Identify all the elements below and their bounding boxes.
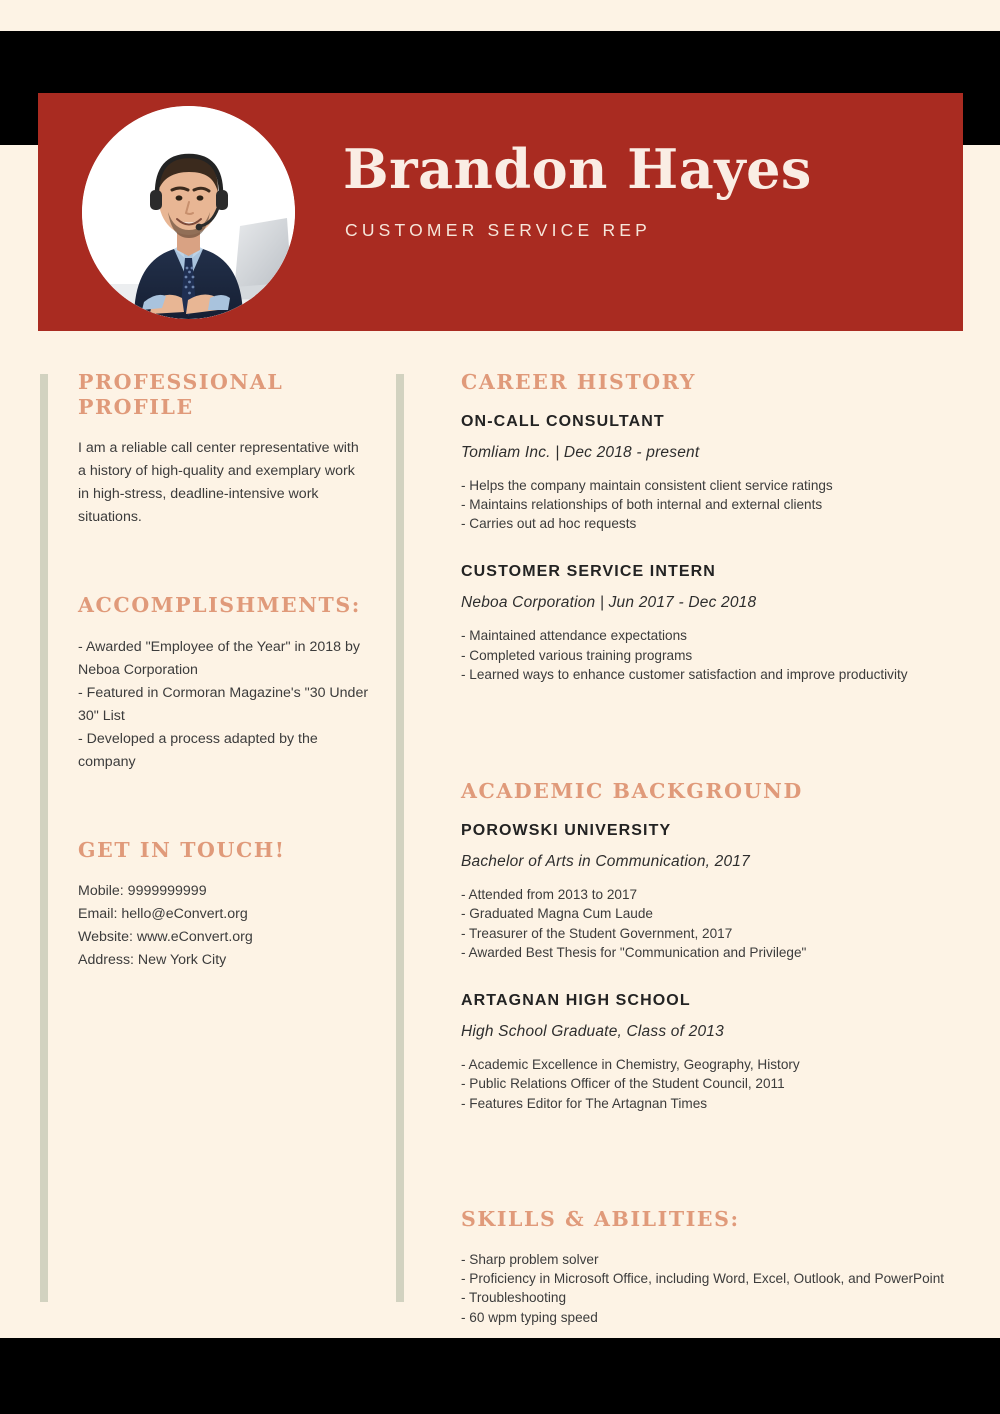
list-item: - Learned ways to enhance customer satisfaction and improve productivity bbox=[461, 667, 908, 683]
contact-address: Address: New York City bbox=[78, 952, 227, 969]
spacer bbox=[461, 722, 953, 779]
career-entry-bullets bbox=[461, 476, 953, 534]
academic-entry-title: POROWSKI UNIVERSITY bbox=[461, 821, 672, 839]
resume-header bbox=[38, 93, 963, 331]
skills-bullets bbox=[461, 1250, 953, 1327]
accomplishment-line: - Developed a process adapted by the bbox=[78, 730, 318, 747]
academic-entry bbox=[461, 992, 953, 1113]
profile-line: a history of high-quality and exemplary work bbox=[78, 463, 355, 480]
right-column-rule bbox=[396, 374, 404, 1302]
list-item: - Awarded Best Thesis for "Communication and Privilege" bbox=[461, 944, 807, 960]
list-item: - Carries out ad hoc requests bbox=[461, 516, 637, 532]
list-item: - 60 wpm typing speed bbox=[461, 1309, 598, 1325]
list-item: - Maintains relationships of both internal and external clients bbox=[461, 496, 823, 512]
page-title: Brandon Hayes bbox=[343, 137, 812, 201]
section-career-history bbox=[461, 370, 953, 684]
section-heading-skills-abilities: SKILLS & ABILITIES: bbox=[461, 1207, 740, 1232]
career-entry bbox=[461, 563, 953, 684]
list-item: - Academic Excellence in Chemistry, Geography, History bbox=[461, 1057, 800, 1073]
section-get-in-touch bbox=[78, 838, 378, 973]
profile-line: I am a reliable call center representative with bbox=[78, 440, 359, 457]
accomplishment-line: - Awarded "Employee of the Year" in 2018 by bbox=[78, 638, 360, 655]
section-heading-career-history: CAREER HISTORY bbox=[461, 370, 696, 394]
right-column bbox=[461, 370, 953, 1327]
list-item: - Troubleshooting bbox=[461, 1290, 567, 1306]
section-heading-academic-background: ACADEMIC BACKGROUND bbox=[461, 779, 803, 804]
accomplishment-line: company bbox=[78, 753, 136, 770]
academic-entry-subtitle: High School Graduate, Class of 2013 bbox=[461, 1023, 724, 1041]
academic-entry-bullets bbox=[461, 1055, 953, 1113]
list-item: - Helps the company maintain consistent client service ratings bbox=[461, 477, 833, 493]
list-item: - Proficiency in Microsoft Office, including Word, Excel, Outlook, and PowerPoint bbox=[461, 1270, 945, 1286]
header-text-block bbox=[343, 137, 943, 241]
contact-email[interactable]: Email: hello@eConvert.org bbox=[78, 906, 248, 923]
section-heading-professional-profile: PROFESSIONAL PROFILE bbox=[78, 370, 284, 419]
list-item: - Maintained attendance expectations bbox=[461, 628, 687, 644]
avatar bbox=[82, 106, 295, 319]
accomplishment-line: - Featured in Cormoran Magazine's "30 Under bbox=[78, 684, 369, 701]
bottom-black-band bbox=[0, 1338, 1000, 1414]
career-entry-title: CUSTOMER SERVICE INTERN bbox=[461, 563, 716, 581]
accomplishment-line: Neboa Corporation bbox=[78, 661, 198, 678]
career-entry-subtitle: Neboa Corporation | Jun 2017 - Dec 2018 bbox=[461, 594, 757, 612]
career-entry-subtitle: Tomliam Inc. | Dec 2018 - present bbox=[461, 443, 700, 461]
contact-mobile: Mobile: 9999999999 bbox=[78, 883, 207, 900]
career-entry-title: ON-CALL CONSULTANT bbox=[461, 412, 665, 430]
portrait-photo-icon bbox=[82, 106, 295, 319]
list-item: - Treasurer of the Student Government, 2017 bbox=[461, 925, 733, 941]
list-item: - Graduated Magna Cum Laude bbox=[461, 906, 653, 922]
academic-entry bbox=[461, 822, 953, 962]
section-skills-abilities bbox=[461, 1207, 953, 1327]
section-academic-background bbox=[461, 779, 953, 1113]
job-title: CUSTOMER SERVICE REP bbox=[345, 219, 652, 240]
career-entry bbox=[461, 413, 953, 534]
section-heading-get-in-touch: GET IN TOUCH! bbox=[78, 837, 286, 862]
spacer bbox=[78, 812, 378, 838]
profile-line: situations. bbox=[78, 509, 142, 526]
accomplishment-line: 30" List bbox=[78, 707, 125, 724]
profile-text bbox=[78, 437, 378, 529]
contact-website[interactable]: Website: www.eConvert.org bbox=[78, 929, 253, 946]
list-item: - Attended from 2013 to 2017 bbox=[461, 886, 638, 902]
academic-entry-bullets bbox=[461, 885, 953, 962]
contact-text bbox=[78, 880, 378, 972]
spacer bbox=[461, 1151, 953, 1207]
section-heading-accomplishments: ACCOMPLISHMENTS: bbox=[78, 593, 361, 618]
section-accomplishments bbox=[78, 593, 378, 774]
left-column bbox=[78, 370, 378, 972]
accomplishments-text bbox=[78, 636, 378, 774]
left-column-rule bbox=[40, 374, 48, 1302]
academic-entry-title: ARTAGNAN HIGH SCHOOL bbox=[461, 992, 691, 1010]
career-entry-bullets bbox=[461, 626, 953, 684]
spacer bbox=[78, 567, 378, 593]
profile-line: in high-stress, deadline-intensive work bbox=[78, 486, 319, 503]
list-item: - Public Relations Officer of the Student Council, 2011 bbox=[461, 1076, 785, 1092]
section-professional-profile bbox=[78, 370, 378, 529]
academic-entry-subtitle: Bachelor of Arts in Communication, 2017 bbox=[461, 852, 750, 870]
list-item: - Sharp problem solver bbox=[461, 1251, 599, 1267]
list-item: - Features Editor for The Artagnan Times bbox=[461, 1095, 708, 1111]
list-item: - Completed various training programs bbox=[461, 647, 693, 663]
